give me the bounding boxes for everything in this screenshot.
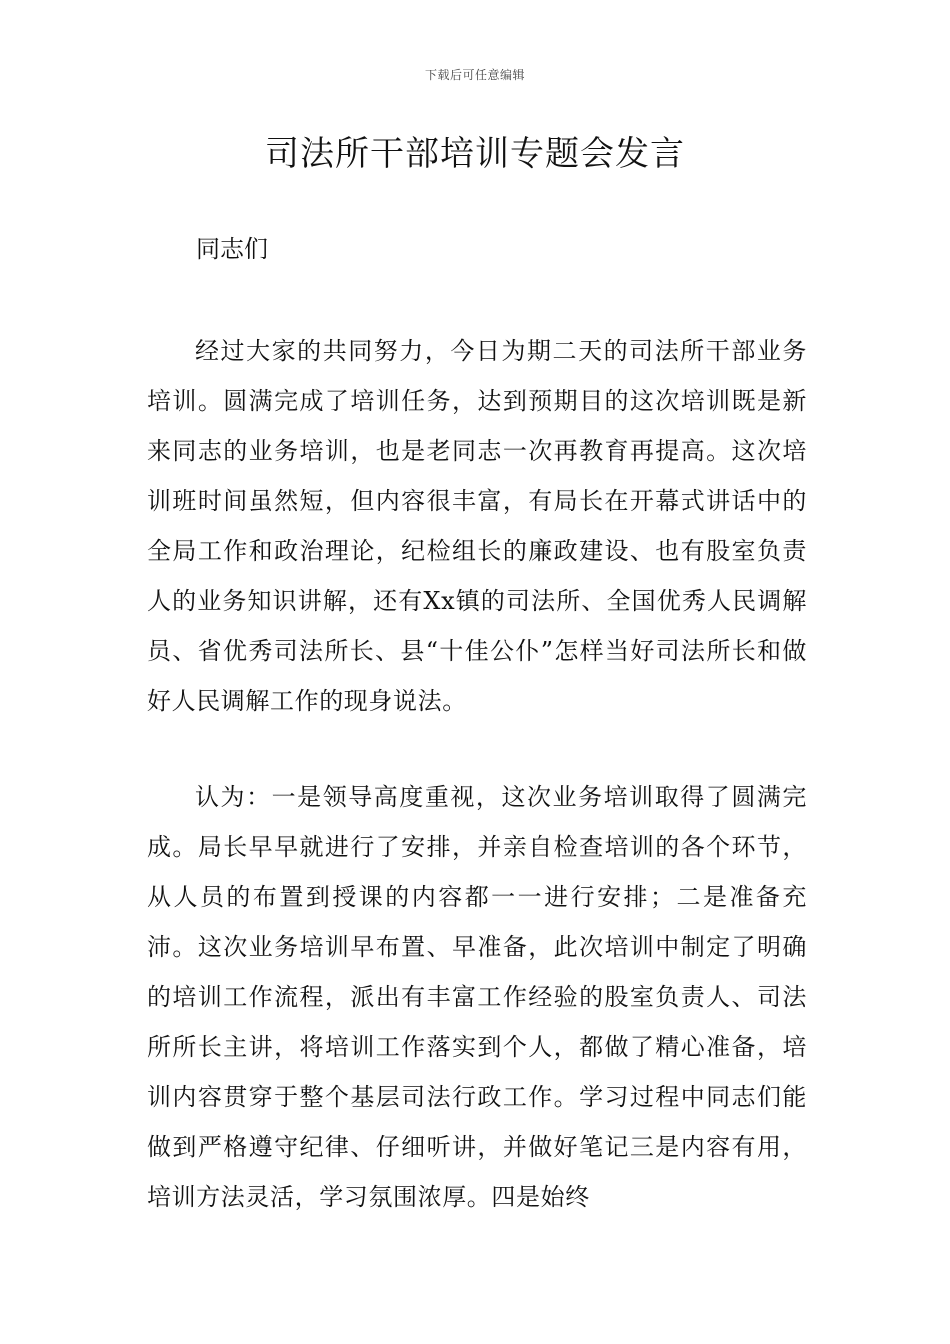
header-note: 下载后可任意编辑 bbox=[424, 68, 525, 82]
document-title: 司法所干部培训专题会发言 bbox=[265, 134, 685, 174]
salutation: 同志们 bbox=[196, 235, 268, 263]
paragraph-1: 经过大家的共同努力，今日为期二天的司法所干部业务培训。圆满完成了培训任务，达到预期目的这次培训既是新来同志的业务培训，也是老同志一次再教育再提高。这次培训班时间虽然短，但内容很丰富，有局长在开幕式讲话中的全局工作和政治理论，纪检组长的廉政建设、也有股室负责人的业务知识讲解，还有Xx镇的司法所、全国优秀人民调解员、省优秀司法所长、县“十佳公仆”怎样当好司法所长和做好人民调解工作的现身说法。 bbox=[147, 337, 807, 715]
paragraph-2: 认为：一是领导高度重视，这次业务培训取得了圆满完成。局长早早就进行了安排，并亲自检查培训的各个环节，从人员的布置到授课的内容都一一进行安排；二是准备充沛。这次业务培训早布置、早准备，此次培训中制定了明确的培训工作流程，派出有丰富工作经验的股室负责人、司法所所长主讲，将培训工作落实到个人，都做了精心准备，培训内容贯穿于整个基层司法行政工作。学习过程中同志们能做到严格遵守纪律、仔细听讲，并做好笔记三是内容有用，培训方法灵活，学习氛围浓厚。四是始终 bbox=[147, 783, 807, 1211]
